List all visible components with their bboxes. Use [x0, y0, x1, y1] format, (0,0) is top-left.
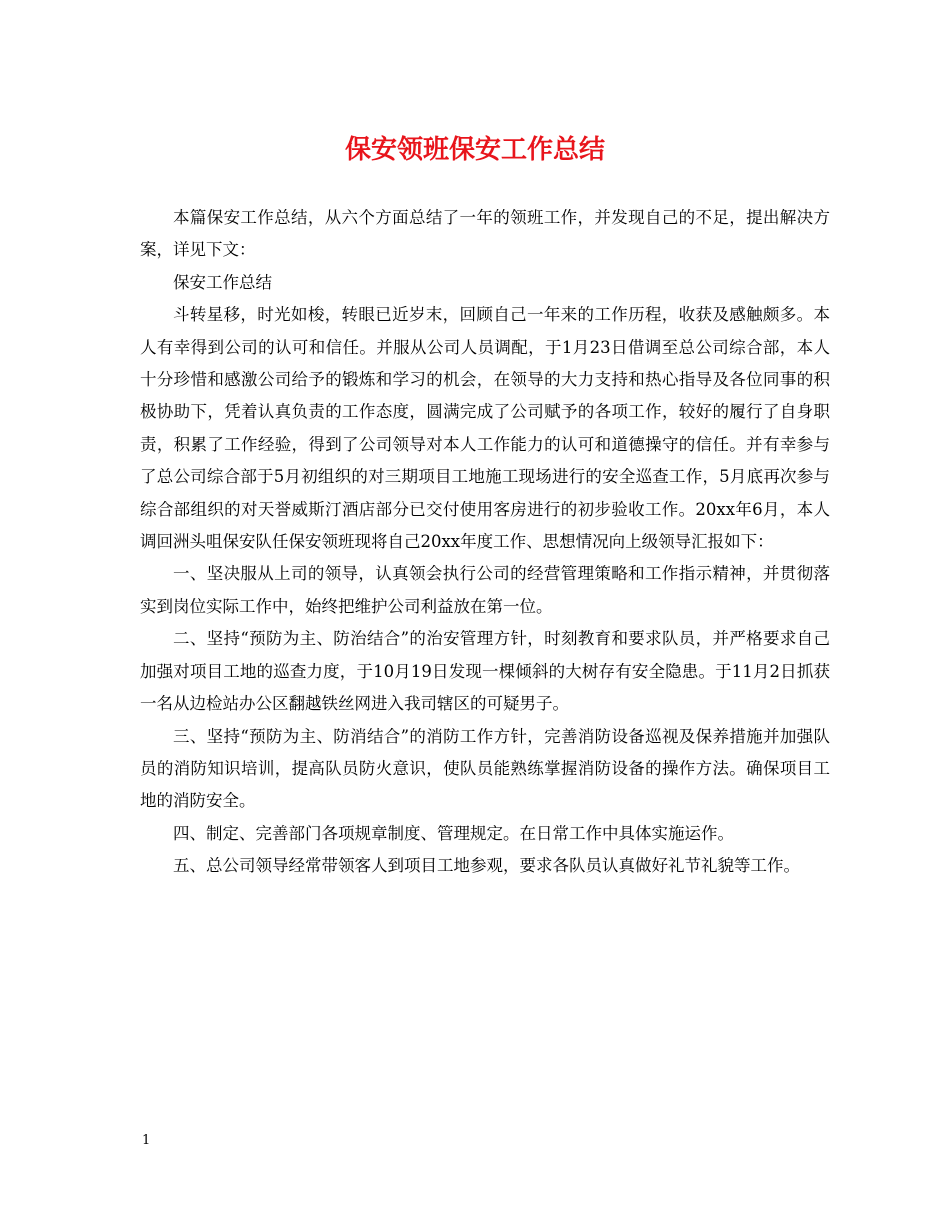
document-title: 保安领班保安工作总结 [344, 135, 605, 165]
paragraph-item-1: 一、坚决服从上司的领导，认真领会执行公司的经营管理策略和工作指示精神，并贯彻落实到岗位实际工作中，始终把维护公司利益放在第一位。 [140, 564, 830, 616]
document-body [140, 202, 830, 883]
paragraph-intro: 本篇保安工作总结，从六个方面总结了一年的领班工作，并发现自己的不足，提出解决方案，详见下文： [140, 208, 830, 260]
paragraph-subtitle: 保安工作总结 [173, 272, 272, 292]
paragraph-overview: 斗转星移，时光如梭，转眼已近岁末，回顾自己一年来的工作历程，收获及感触颇多。本人有幸得到公司的认可和信任。并服从公司人员调配，于1月23日借调至总公司综合部，本人十分珍惜和感激公司给予的锻炼和学习的机会，在领导的大力支持和热心指导及各位同事的积极协助下，凭着认真负责的工作态度，圆满完成了公司赋予的各项工作，较好的履行了自身职责，积累了工作经验，得到了公司领导对本人工作能力的认可和道德操守的信任。并有幸参与了总公司综合部于5月初组织的对三期项目工地施工现场进行的安全巡查工作，5月底再次参与综合部组织的对天誉威斯汀酒店部分已交付使用客房进行的初步验收工作。20xx年6月，本人调回洲头咀保安队任保安领班现将自己20xx年度工作、思想情况向上级领导汇报如下： [140, 305, 830, 552]
page-number: 1 [142, 1133, 151, 1148]
paragraph-item-4: 四、制定、完善部门各项规章制度、管理规定。在日常工作中具体实施运作。 [173, 823, 734, 843]
paragraph-item-3: 三、坚持“预防为主、防消结合”的消防工作方针，完善消防设备巡视及保养措施并加强队员的消防知识培训，提高队员防火意识，使队员能熟练掌握消防设备的操作方法。确保项目工地的消防安全。 [140, 726, 830, 811]
paragraph-item-2: 二、坚持“预防为主、防治结合”的治安管理方针，时刻教育和要求队员，并严格要求自己加强对项目工地的巡查力度，于10月19日发现一棵倾斜的大树存有安全隐患。于11月2日抓获一名从边检站办公区翻越铁丝网进入我司辖区的可疑男子。 [140, 629, 830, 714]
paragraph-item-5: 五、总公司领导经常带领客人到项目工地参观，要求各队员认真做好礼节礼貌等工作。 [173, 856, 800, 876]
